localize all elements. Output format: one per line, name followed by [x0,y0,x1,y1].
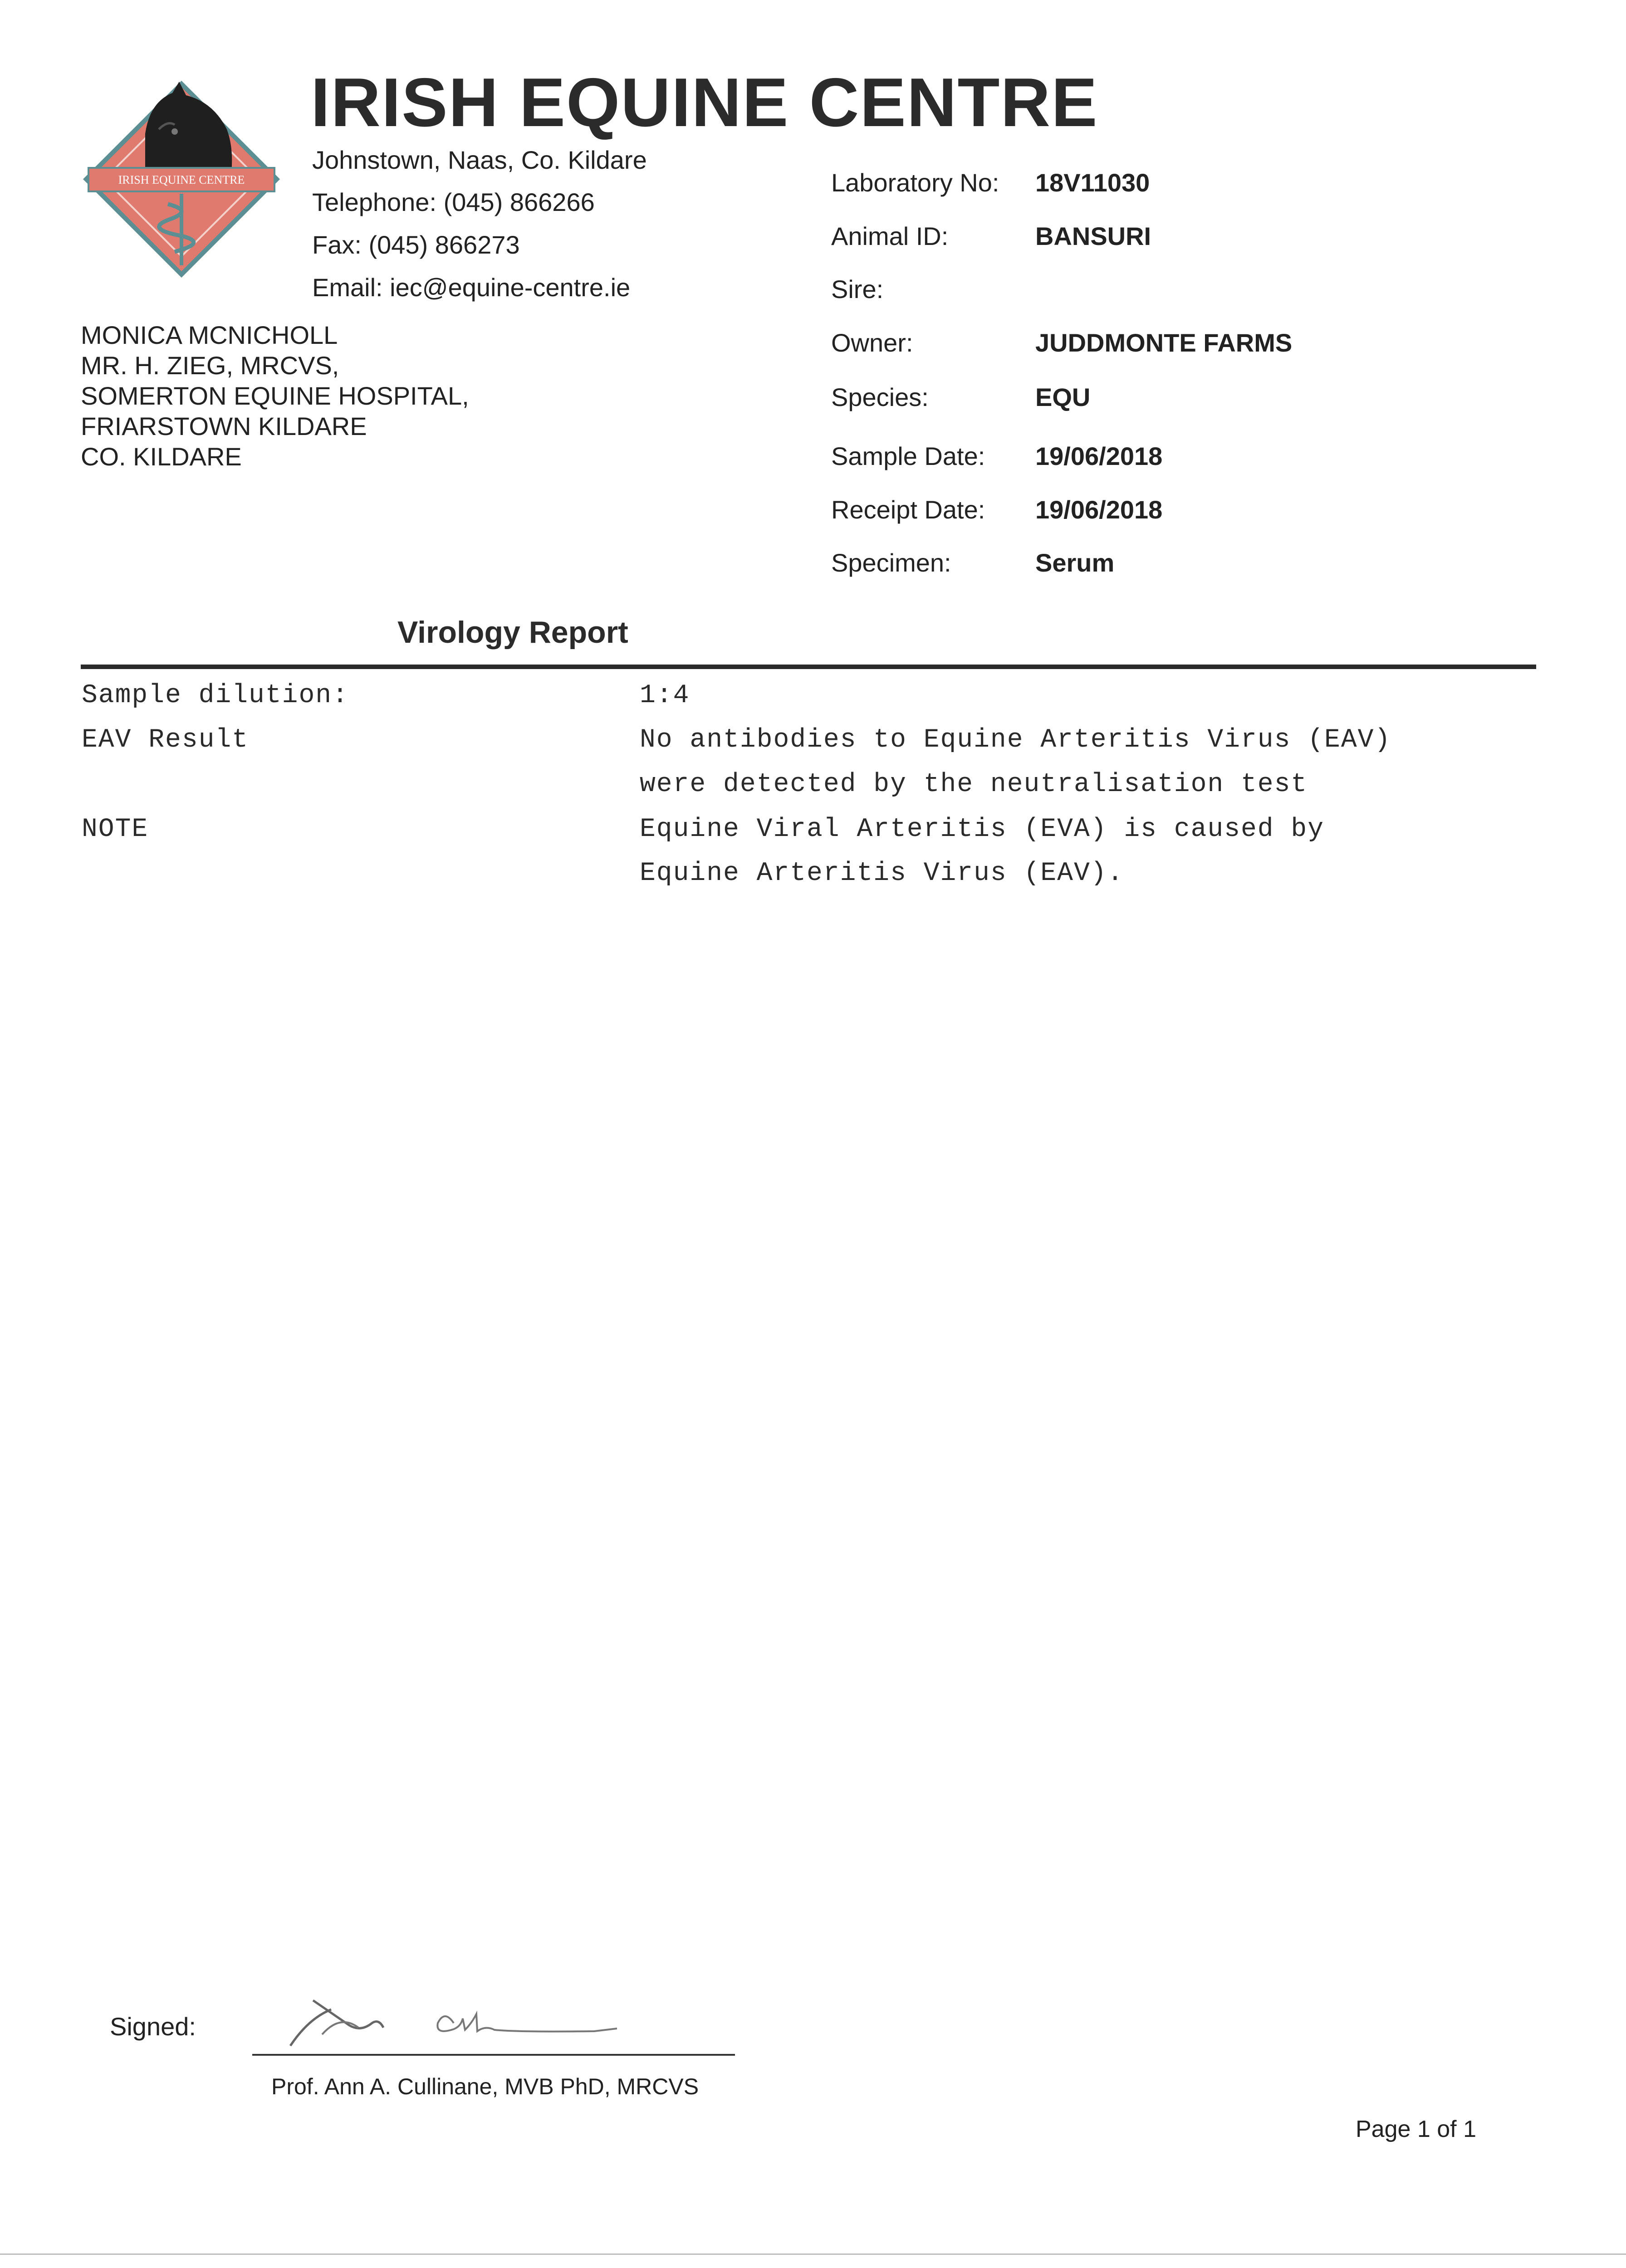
report-title: Virology Report [397,615,628,650]
eav-result-line: No antibodies to Equine Arteritis Virus (EAV) [640,725,1391,755]
recipient-address-block [81,320,469,472]
note-label: NOTE [82,815,149,844]
signed-label: Signed: [110,2012,196,2041]
recipient-line: FRIARSTOWN KILDARE [81,412,367,440]
signatory-name: Prof. Ann A. Cullinane, MVB PhD, MRCVS [271,2074,699,2099]
species-value: EQU [1035,383,1091,411]
recipient-line: MR. H. ZIEG, MRCVS, [81,351,339,380]
sample-date-label: Sample Date: [831,442,985,470]
animal-id-label: Animal ID: [831,222,949,250]
irish-equine-centre-logo [77,75,286,284]
scan-edge-line [0,2253,1626,2255]
handwritten-signature [281,1991,653,2059]
fax-line: Fax: (045) 866273 [312,230,520,259]
recipient-line: SOMERTON EQUINE HOSPITAL, [81,381,469,410]
email-line: Email: iec@equine-centre.ie [312,273,631,302]
receipt-date-label: Receipt Date: [831,495,985,524]
note-line: Equine Arteritis Virus (EAV). [640,859,1124,888]
lab-no-value: 18V11030 [1035,168,1150,197]
sire-label: Sire: [831,275,884,303]
specimen-value: Serum [1035,548,1115,577]
specimen-label: Specimen: [831,548,951,577]
recipient-line: CO. KILDARE [81,442,242,471]
telephone-line: Telephone: (045) 866266 [312,188,595,216]
sample-date-value: 19/06/2018 [1035,442,1163,470]
header-divider [81,665,1536,669]
owner-label: Owner: [831,328,913,357]
organization-name: IRISH EQUINE CENTRE [311,64,1098,141]
page-number: Page 1 of 1 [1356,2116,1476,2142]
sample-dilution-value: 1:4 [640,681,690,710]
recipient-line: MONICA MCNICHOLL [81,321,338,349]
owner-value: JUDDMONTE FARMS [1035,328,1293,357]
animal-id-value: BANSURI [1035,222,1151,250]
lab-no-label: Laboratory No: [831,168,999,197]
species-label: Species: [831,383,929,411]
receipt-date-value: 19/06/2018 [1035,495,1163,524]
eav-result-line: were detected by the neutralisation test [640,770,1308,799]
address-line: Johnstown, Naas, Co. Kildare [312,146,647,174]
note-line: Equine Viral Arteritis (EVA) is caused by [640,815,1325,844]
eav-result-label: EAV Result [82,725,249,755]
svg-text:IRISH EQUINE CENTRE: IRISH EQUINE CENTRE [118,173,245,186]
sample-dilution-label: Sample dilution: [82,681,349,710]
signature-line [252,2054,735,2056]
